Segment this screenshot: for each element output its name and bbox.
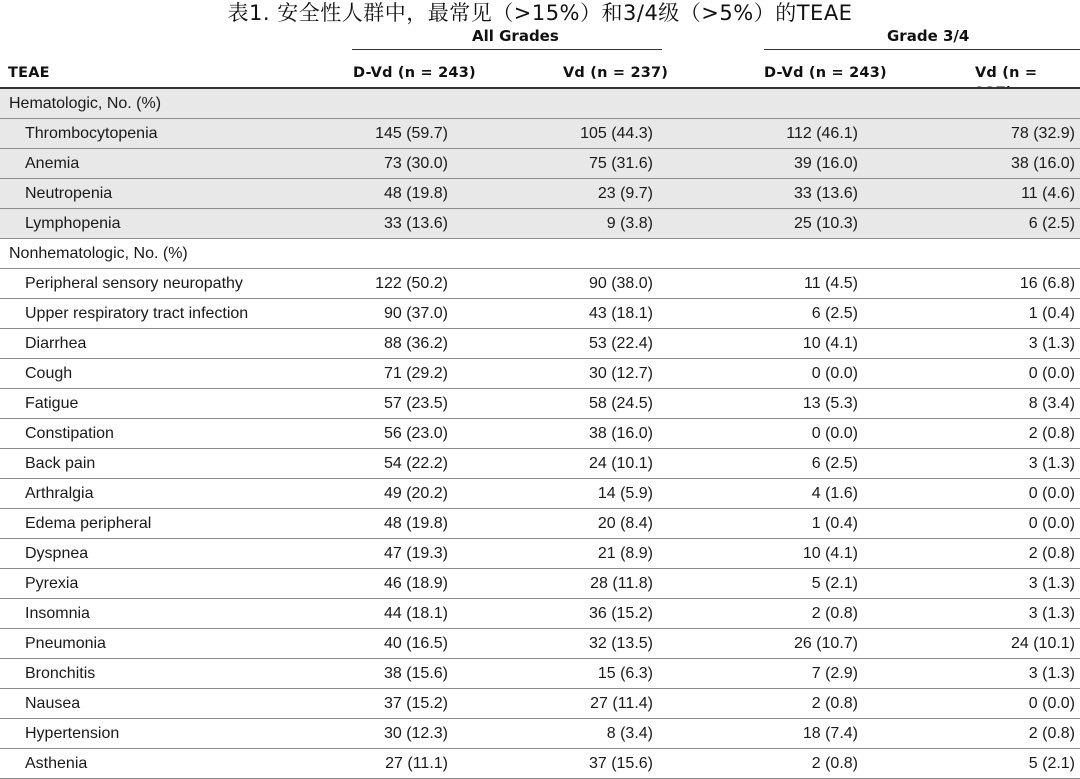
value-cell: 9 (3.8) <box>448 209 653 239</box>
teae-name-cell: Arthralgia <box>0 479 330 509</box>
value-cell: 11 (4.6) <box>858 179 1080 209</box>
teae-name-cell: Asthenia <box>0 749 330 779</box>
teae-name-cell: Insomnia <box>0 599 330 629</box>
value-cell: 57 (23.5) <box>330 389 448 419</box>
value-cell: 14 (5.9) <box>448 479 653 509</box>
value-cell: 0 (0.0) <box>858 509 1080 539</box>
teae-name-cell: Diarrhea <box>0 329 330 359</box>
teae-name-cell: Anemia <box>0 149 330 179</box>
table-row <box>0 659 1080 689</box>
value-cell: 44 (18.1) <box>330 599 448 629</box>
teae-name-cell: Pyrexia <box>0 569 330 599</box>
section-label: Hematologic, No. (%) <box>0 89 1080 119</box>
value-cell: 0 (0.0) <box>858 359 1080 389</box>
value-cell: 43 (18.1) <box>448 299 653 329</box>
value-cell: 15 (6.3) <box>448 659 653 689</box>
value-cell: 26 (10.7) <box>653 629 858 659</box>
value-cell: 47 (19.3) <box>330 539 448 569</box>
value-cell: 6 (2.5) <box>653 299 858 329</box>
value-cell: 25 (10.3) <box>653 209 858 239</box>
table-row <box>0 179 1080 209</box>
value-cell: 48 (19.8) <box>330 509 448 539</box>
group-header-all-grades: All Grades <box>472 27 559 45</box>
value-cell: 78 (32.9) <box>858 119 1080 149</box>
table-row <box>0 359 1080 389</box>
value-cell: 38 (16.0) <box>448 419 653 449</box>
value-cell: 48 (19.8) <box>330 179 448 209</box>
value-cell: 54 (22.2) <box>330 449 448 479</box>
table-row <box>0 719 1080 749</box>
value-cell: 3 (1.3) <box>858 449 1080 479</box>
value-cell: 3 (1.3) <box>858 659 1080 689</box>
table-row <box>0 479 1080 509</box>
teae-name-cell: Dyspnea <box>0 539 330 569</box>
value-cell: 46 (18.9) <box>330 569 448 599</box>
teae-name-cell: Nausea <box>0 689 330 719</box>
column-header-dvd-grade34: D-Vd (n = 243) <box>764 65 887 81</box>
value-cell: 37 (15.2) <box>330 689 448 719</box>
teae-name-cell: Pneumonia <box>0 629 330 659</box>
table-row <box>0 629 1080 659</box>
value-cell: 56 (23.0) <box>330 419 448 449</box>
value-cell: 90 (37.0) <box>330 299 448 329</box>
section-label: Nonhematologic, No. (%) <box>0 239 1080 269</box>
table-row <box>0 749 1080 779</box>
value-cell: 2 (0.8) <box>653 599 858 629</box>
value-cell: 10 (4.1) <box>653 539 858 569</box>
value-cell: 28 (11.8) <box>448 569 653 599</box>
table-row <box>0 269 1080 299</box>
value-cell: 88 (36.2) <box>330 329 448 359</box>
table-title: 表1. 安全性人群中，最常见（>15%）和3/4级（>5%）的TEAE <box>227 1 853 25</box>
value-cell: 71 (29.2) <box>330 359 448 389</box>
value-cell: 5 (2.1) <box>858 749 1080 779</box>
value-cell: 30 (12.3) <box>330 719 448 749</box>
table-row <box>0 329 1080 359</box>
value-cell: 7 (2.9) <box>653 659 858 689</box>
value-cell: 39 (16.0) <box>653 149 858 179</box>
value-cell: 33 (13.6) <box>653 179 858 209</box>
value-cell: 38 (16.0) <box>858 149 1080 179</box>
section-row <box>0 89 1080 119</box>
value-cell: 145 (59.7) <box>330 119 448 149</box>
value-cell: 8 (3.4) <box>448 719 653 749</box>
teae-table <box>0 89 1080 779</box>
teae-name-cell: Peripheral sensory neuropathy <box>0 269 330 299</box>
table-row <box>0 689 1080 719</box>
section-row <box>0 239 1080 269</box>
value-cell: 49 (20.2) <box>330 479 448 509</box>
value-cell: 2 (0.8) <box>858 539 1080 569</box>
table-row <box>0 599 1080 629</box>
value-cell: 21 (8.9) <box>448 539 653 569</box>
value-cell: 33 (13.6) <box>330 209 448 239</box>
table-row <box>0 539 1080 569</box>
value-cell: 27 (11.4) <box>448 689 653 719</box>
value-cell: 5 (2.1) <box>653 569 858 599</box>
teae-name-cell: Lymphopenia <box>0 209 330 239</box>
value-cell: 112 (46.1) <box>653 119 858 149</box>
value-cell: 122 (50.2) <box>330 269 448 299</box>
value-cell: 6 (2.5) <box>653 449 858 479</box>
value-cell: 2 (0.8) <box>653 749 858 779</box>
value-cell: 0 (0.0) <box>858 689 1080 719</box>
value-cell: 0 (0.0) <box>653 359 858 389</box>
value-cell: 24 (10.1) <box>858 629 1080 659</box>
teae-name-cell: Bronchitis <box>0 659 330 689</box>
value-cell: 36 (15.2) <box>448 599 653 629</box>
value-cell: 2 (0.8) <box>858 719 1080 749</box>
teae-name-cell: Back pain <box>0 449 330 479</box>
value-cell: 3 (1.3) <box>858 569 1080 599</box>
column-header-dvd-all: D-Vd (n = 243) <box>353 65 476 81</box>
value-cell: 16 (6.8) <box>858 269 1080 299</box>
value-cell: 53 (22.4) <box>448 329 653 359</box>
value-cell: 20 (8.4) <box>448 509 653 539</box>
value-cell: 0 (0.0) <box>653 419 858 449</box>
teae-name-cell: Thrombocytopenia <box>0 119 330 149</box>
value-cell: 30 (12.7) <box>448 359 653 389</box>
teae-name-cell: Edema peripheral <box>0 509 330 539</box>
teae-name-cell: Constipation <box>0 419 330 449</box>
value-cell: 6 (2.5) <box>858 209 1080 239</box>
table-row <box>0 419 1080 449</box>
value-cell: 75 (31.6) <box>448 149 653 179</box>
value-cell: 58 (24.5) <box>448 389 653 419</box>
teae-name-cell: Neutropenia <box>0 179 330 209</box>
value-cell: 13 (5.3) <box>653 389 858 419</box>
value-cell: 0 (0.0) <box>858 479 1080 509</box>
teae-name-cell: Cough <box>0 359 330 389</box>
table-body <box>0 89 1080 779</box>
table-row <box>0 389 1080 419</box>
group-header-grade-3-4: Grade 3/4 <box>887 27 970 45</box>
table-row <box>0 569 1080 599</box>
teae-name-cell: Upper respiratory tract infection <box>0 299 330 329</box>
value-cell: 1 (0.4) <box>858 299 1080 329</box>
teae-name-cell: Hypertension <box>0 719 330 749</box>
column-header-vd-grade34: Vd (n = <box>975 65 1038 81</box>
column-header-teae: TEAE <box>8 65 50 81</box>
group-rule-grade-3-4 <box>764 49 1080 50</box>
teae-name-cell: Fatigue <box>0 389 330 419</box>
table-row <box>0 209 1080 239</box>
value-cell: 32 (13.5) <box>448 629 653 659</box>
value-cell: 4 (1.6) <box>653 479 858 509</box>
value-cell: 40 (16.5) <box>330 629 448 659</box>
value-cell: 3 (1.3) <box>858 599 1080 629</box>
table-row <box>0 119 1080 149</box>
table-row <box>0 449 1080 479</box>
value-cell: 105 (44.3) <box>448 119 653 149</box>
value-cell: 2 (0.8) <box>858 419 1080 449</box>
group-rule-all-grades <box>352 49 662 50</box>
value-cell: 38 (15.6) <box>330 659 448 689</box>
value-cell: 8 (3.4) <box>858 389 1080 419</box>
value-cell: 37 (15.6) <box>448 749 653 779</box>
table-row <box>0 509 1080 539</box>
value-cell: 18 (7.4) <box>653 719 858 749</box>
value-cell: 11 (4.5) <box>653 269 858 299</box>
value-cell: 1 (0.4) <box>653 509 858 539</box>
value-cell: 24 (10.1) <box>448 449 653 479</box>
column-header-vd-all: Vd (n = 237) <box>563 65 669 81</box>
value-cell: 73 (30.0) <box>330 149 448 179</box>
value-cell: 23 (9.7) <box>448 179 653 209</box>
value-cell: 3 (1.3) <box>858 329 1080 359</box>
value-cell: 2 (0.8) <box>653 689 858 719</box>
value-cell: 90 (38.0) <box>448 269 653 299</box>
value-cell: 27 (11.1) <box>330 749 448 779</box>
table-row <box>0 149 1080 179</box>
value-cell: 10 (4.1) <box>653 329 858 359</box>
table-row <box>0 299 1080 329</box>
